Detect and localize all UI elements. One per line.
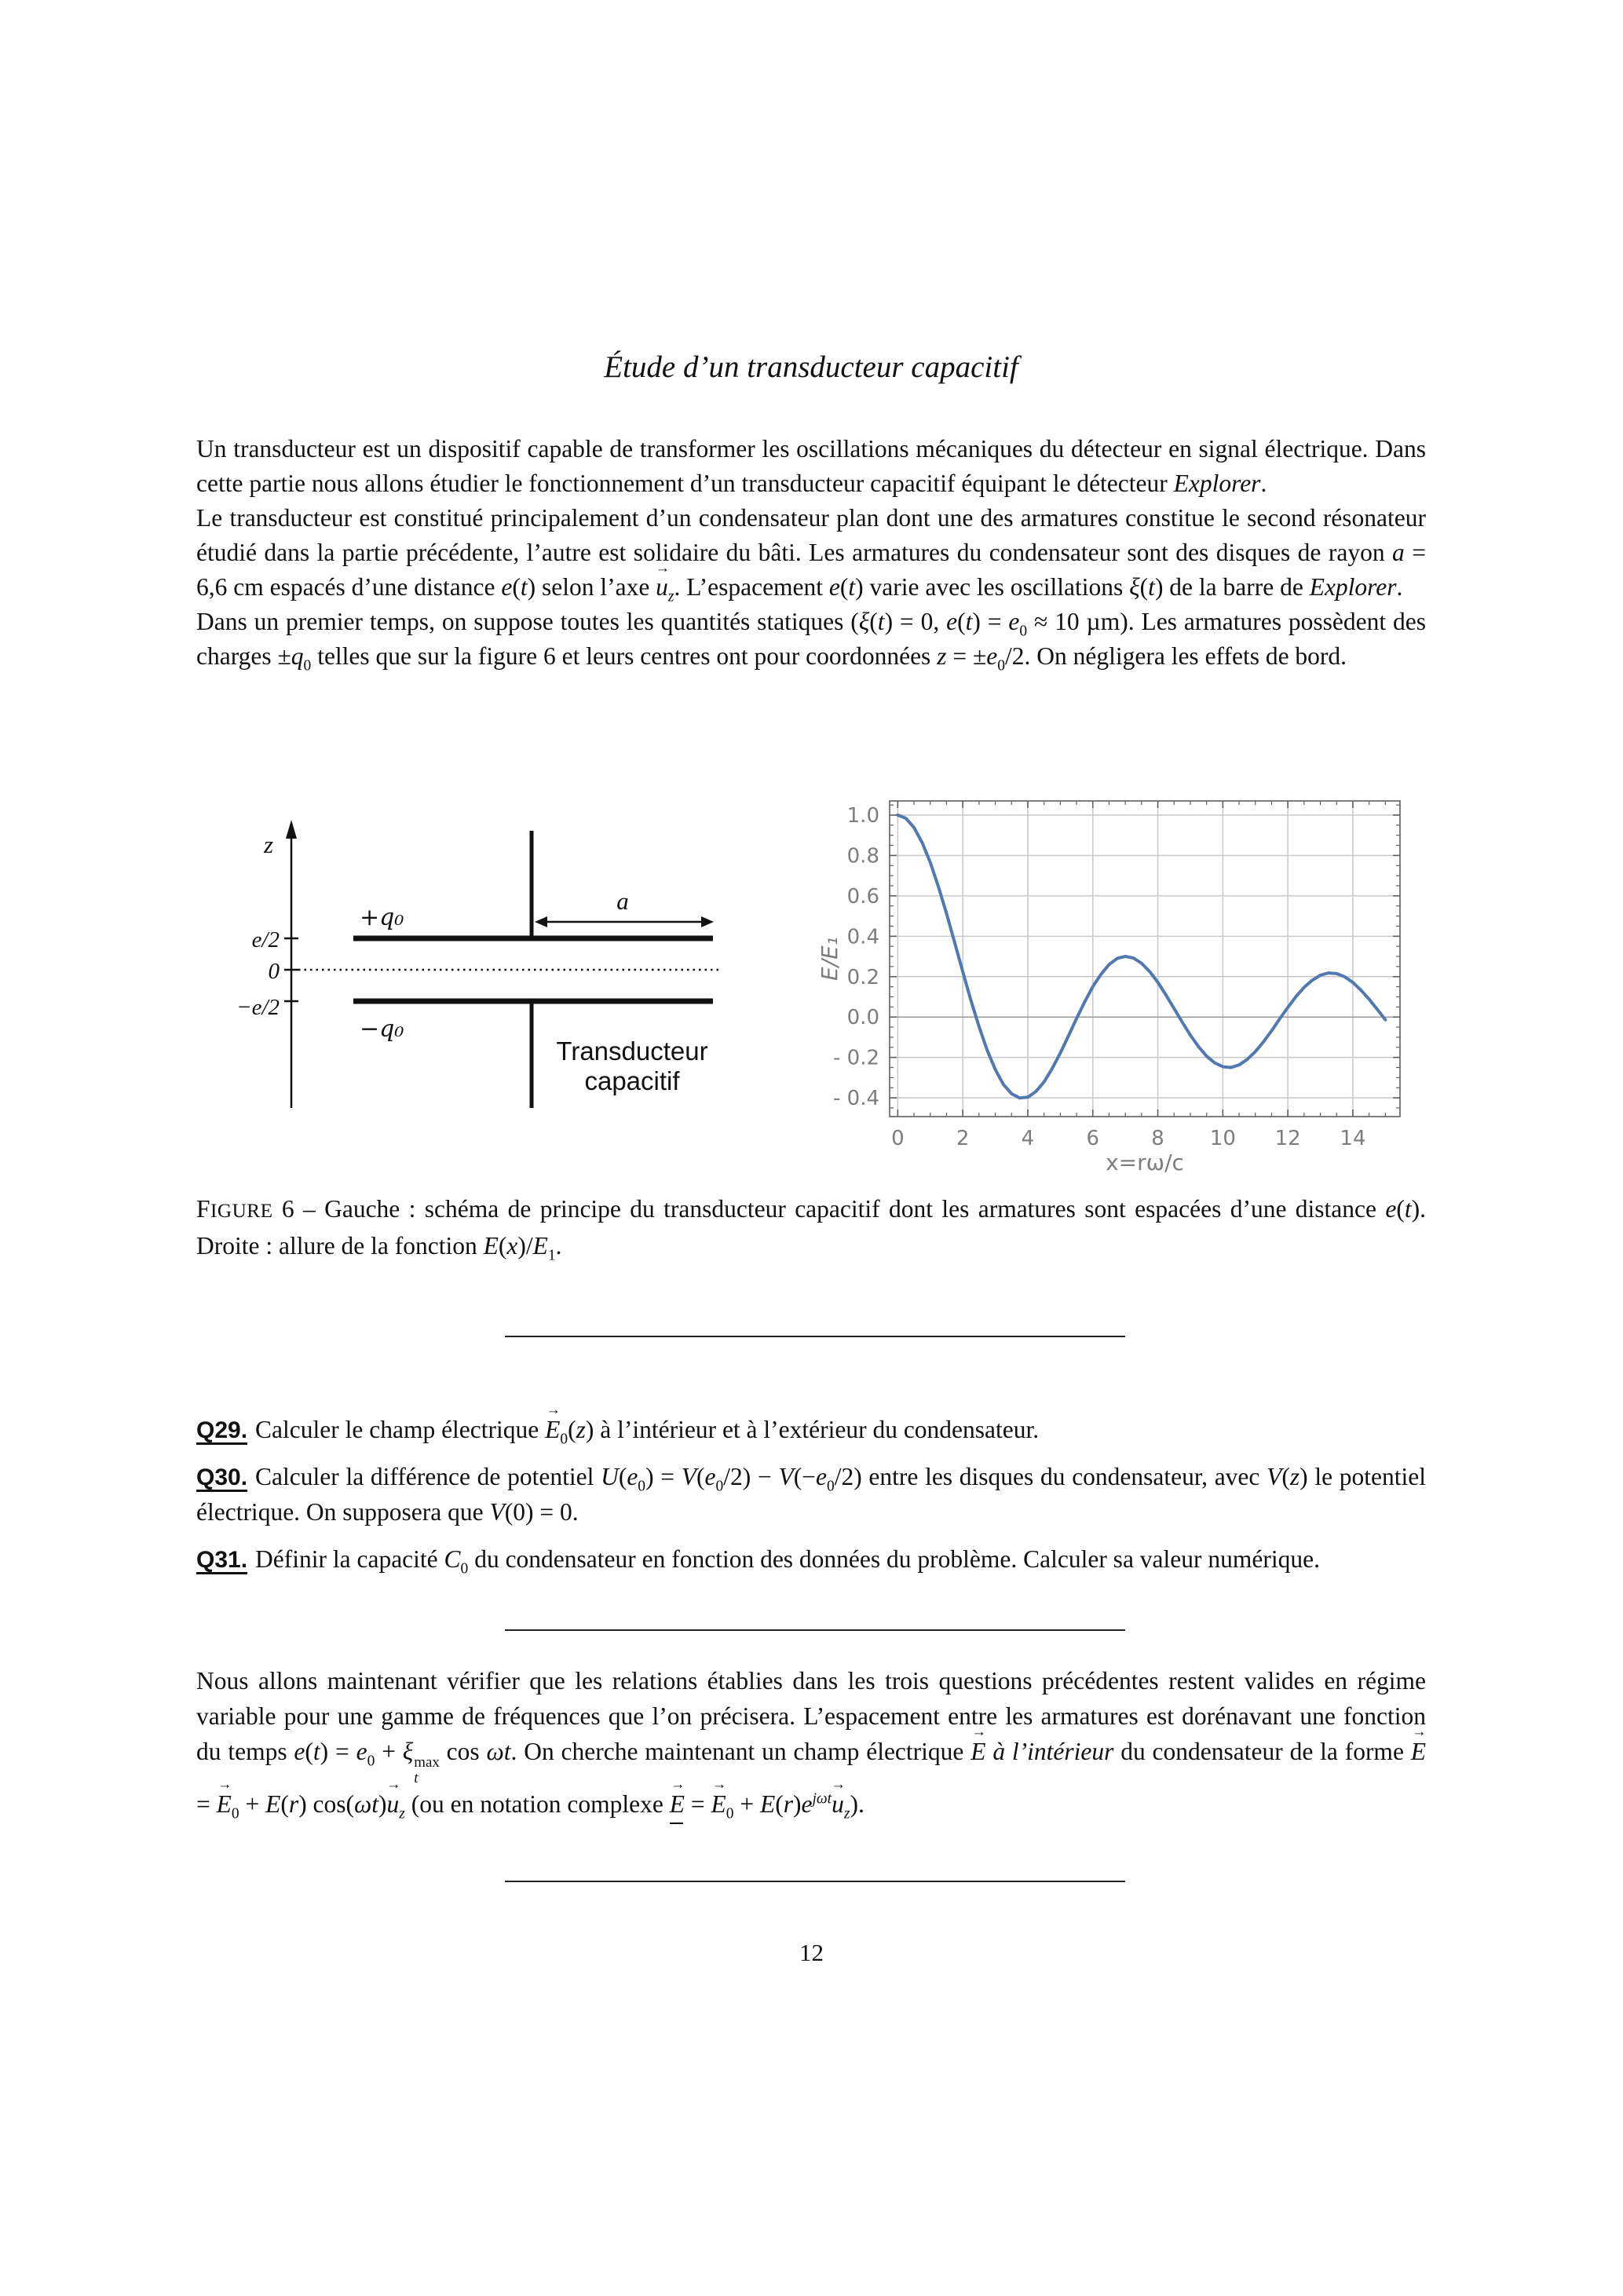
svg-text:0.4: 0.4 <box>846 925 879 949</box>
plot-curve <box>897 815 1385 1098</box>
question-q31-label: Q31. <box>196 1546 248 1573</box>
question-q29-text: Calculer le champ électrique $E \to_0(z)$ à l’intérieur et à l’extérieur du condensateur. <box>255 1416 1039 1443</box>
question-q30-label: Q30. <box>196 1464 248 1490</box>
plot-ylabel: E/E₁ <box>817 936 843 982</box>
capacitor-schematic <box>220 809 738 1123</box>
svg-text:0.0: 0.0 <box>846 1006 879 1030</box>
radius-arrowhead-left-icon <box>535 916 547 927</box>
question-q30 <box>196 1460 1426 1530</box>
radius-arrowhead-right-icon <box>701 916 714 927</box>
device-name-line2: capacitif <box>584 1066 680 1095</box>
divider-3 <box>505 1881 1125 1882</box>
radius-label: a <box>616 887 629 915</box>
svg-text:0.6: 0.6 <box>846 884 879 909</box>
svg-text:10: 10 <box>1209 1127 1236 1150</box>
svg-text:1.0: 1.0 <box>846 804 879 828</box>
svg-text:0.8: 0.8 <box>846 844 879 868</box>
intro-paragraphs <box>196 432 1426 674</box>
question-q30-text: Calculer la différence de potentiel $U(e_0) = V(e_0/2) - V(-e_0/2)$ entre les disques du condensateur, avec V(z) le potentiel électrique. On supposera que V(0) = 0. <box>196 1462 1426 1526</box>
svg-text:0: 0 <box>891 1127 905 1150</box>
svg-text:14: 14 <box>1340 1127 1366 1150</box>
tick-label-0: 0 <box>268 959 280 984</box>
paragraph-transducer-intro: Un transducteur est un dispositif capable de transformer les oscillations mécaniques du détecteur en signal électrique. Dans cette partie nous allons étudier le fonctionnement d’un transducteur capacitif équipant le détecteur Explorer. <box>196 435 1426 497</box>
figure-caption: FIGURE 6 – Gauche : schéma de principe du transducteur capacitif dont les armatures sont espacées d’une distance e(t). Droite : allure de la fonction $E(x)/E_1$. <box>196 1195 1426 1264</box>
divider-1 <box>505 1336 1125 1337</box>
charge-top-label: +q₀ <box>360 904 404 931</box>
z-axis-arrowhead-icon <box>286 820 297 839</box>
paragraph-static-assumptions: Dans un premier temps, on suppose toutes les quantités statiques (ξ(t) = 0, $e(t) = e_0 \approx 10$ µm). Les armatures possèdent des charges $\pm q_0$ telles que sur la figure 6 et leurs centres ont pour coordonnées $z = \pm e_0/2$. On négligera les effets de bord. <box>196 608 1426 675</box>
svg-text:0.2: 0.2 <box>846 965 879 989</box>
bessel-plot <box>817 777 1445 1186</box>
svg-text:2: 2 <box>956 1127 970 1150</box>
tick-label-minus-e2: −e/2 <box>236 995 280 1020</box>
svg-text:12: 12 <box>1274 1127 1301 1150</box>
z-axis-label: z <box>264 831 274 858</box>
svg-text:6: 6 <box>1086 1127 1100 1150</box>
question-q29 <box>196 1413 1426 1448</box>
svg-text:- 0.2: - 0.2 <box>833 1046 879 1070</box>
svg-text:8: 8 <box>1151 1127 1164 1150</box>
page-title: Étude d’un transducteur capacitif <box>604 350 1018 384</box>
tick-label-e2: e/2 <box>251 927 280 952</box>
charge-bottom-label: −q₀ <box>360 1015 404 1043</box>
question-q31 <box>196 1542 1426 1578</box>
variable-regime-paragraph: Nous allons maintenant vérifier que les relations établies dans les trois questions précédentes restent valides en régime variable pour une gamme de fréquences que l’on précisera. L’espacement entre les armatures est dorénavant une fonction du temps $e(t) = e_0 + \xi$ max t cos ωt. On cherche maintenant un champ électrique E → à l’intérieur du condensateur de la forme E → = $E \to_0 + E(r)$ $\cos(\omega t)u \to_z$ (ou en notation complexe E → = $E \to_0 + E(r)e^{j\omega t}u \to_z$). <box>196 1663 1426 1822</box>
paragraph-capacitor-description: Le transducteur est constitué principalement d’un condensateur plan dont une des armatures constitue le second résonateur étudié dans la partie précédente, l’autre est solidaire du bâti. Les armatures du condensateur sont des disques de rayon a = 6,6 cm espacés d’une distance e(t) selon l’axe $u \to_z$. L’espacement e(t) varie avec les oscillations ξ(t) de la barre de Explorer. <box>196 501 1426 605</box>
device-name-line1: Transducteur <box>556 1036 708 1066</box>
question-q31-text: Définir la capacité $C_0$ du condensateur en fonction des données du problème. Calculer sa valeur numérique. <box>255 1545 1320 1577</box>
plot-xtick-labels <box>891 1127 1365 1150</box>
svg-text:4: 4 <box>1021 1127 1035 1150</box>
plot-xlabel: x=rω/c <box>1106 1150 1184 1175</box>
svg-text:- 0.4: - 0.4 <box>833 1087 879 1111</box>
plot-ticks <box>890 801 1400 1117</box>
question-q29-label: Q29. <box>196 1417 248 1443</box>
page-number: 12 <box>799 1939 824 1966</box>
divider-2 <box>505 1629 1125 1631</box>
plot-frame <box>890 801 1400 1117</box>
plot-gridlines <box>890 801 1400 1117</box>
